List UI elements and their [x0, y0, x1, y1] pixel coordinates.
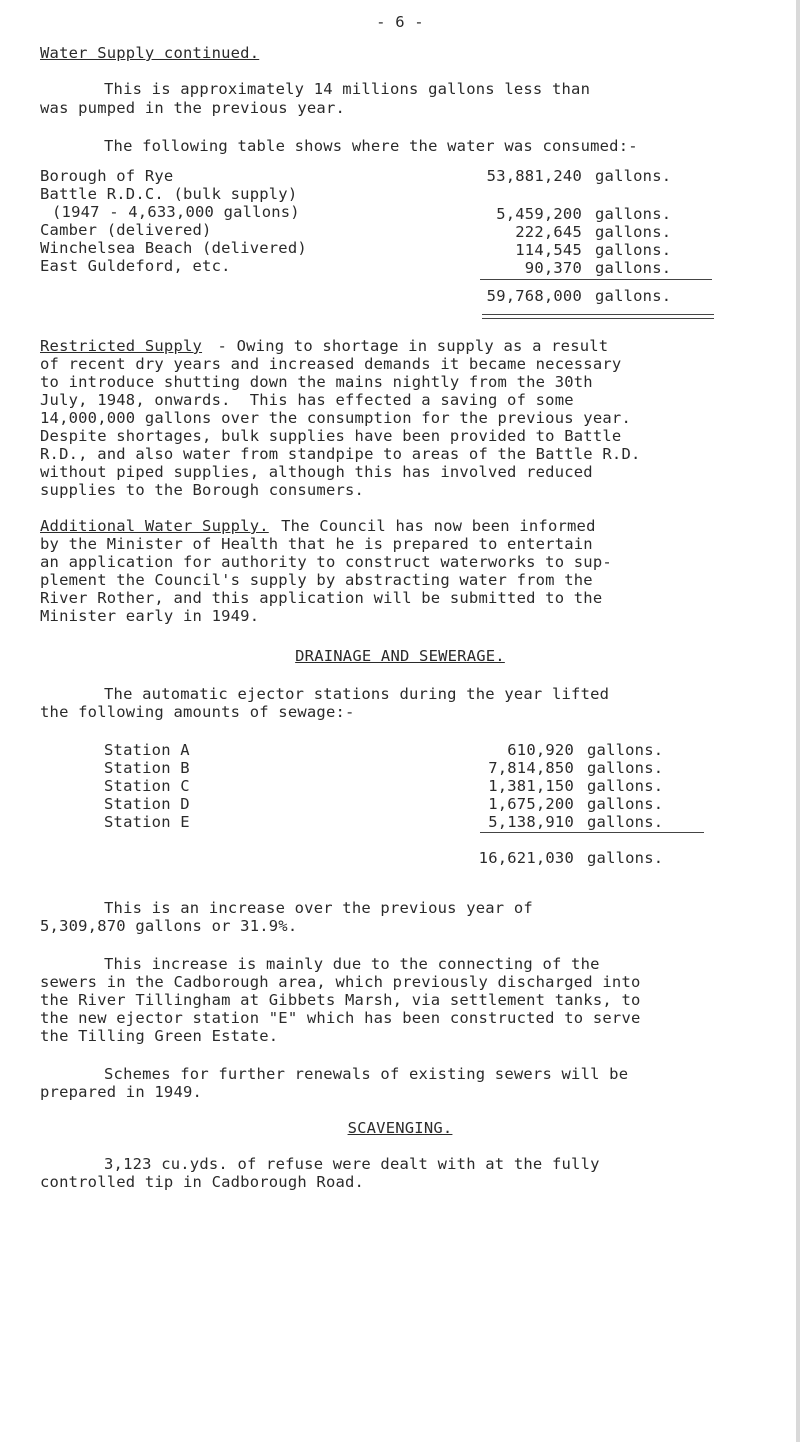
table-row-label: East Guldeford, etc.	[40, 257, 231, 275]
schemes-line-2: prepared in 1949.	[40, 1083, 203, 1101]
station-value: 7,814,850	[488, 759, 574, 777]
station-unit: gallons.	[587, 759, 664, 777]
table-row-label: (1947 - 4,633,000 gallons)	[52, 203, 300, 221]
paragraph-line: plement the Council's supply by abstracting water from the	[40, 571, 593, 589]
subtotal-rule	[480, 279, 712, 280]
station-label: Station A	[104, 741, 190, 759]
station-label: Station B	[104, 759, 190, 777]
paragraph-line: supplies to the Borough consumers.	[40, 481, 365, 499]
drainage-intro-line-2: the following amounts of sewage:-	[40, 703, 355, 721]
paragraph-line: - Owing to shortage in supply as a result	[208, 337, 609, 355]
scavenging-line-2: controlled tip in Cadborough Road.	[40, 1173, 365, 1191]
station-label: Station E	[104, 813, 190, 831]
intro-line-2: was pumped in the previous year.	[40, 99, 346, 117]
table-row-unit: gallons.	[595, 223, 672, 241]
station-unit: gallons.	[587, 795, 664, 813]
page-number: - 6 -	[376, 13, 424, 31]
paragraph-line: the River Tillingham at Gibbets Marsh, via settlement tanks, to	[40, 991, 641, 1009]
table-row-value: 53,881,240	[486, 167, 582, 185]
station-value: 610,920	[507, 741, 574, 759]
drainage-heading: DRAINAGE AND SEWERAGE.	[295, 647, 505, 665]
station-label: Station D	[104, 795, 190, 813]
station-unit: gallons.	[587, 813, 664, 831]
paragraph-line: 14,000,000 gallons over the consumption for the previous year.	[40, 409, 631, 427]
table-row-value: 222,645	[515, 223, 582, 241]
stations-total-unit: gallons.	[587, 849, 664, 867]
table-intro: The following table shows where the water was consumed:-	[104, 137, 638, 155]
station-value: 5,138,910	[488, 813, 574, 831]
table-row-value: 114,545	[515, 241, 582, 259]
restricted-heading: Restricted Supply	[40, 337, 203, 355]
additional-heading: Additional Water Supply.	[40, 517, 269, 535]
subtotal-rule	[480, 832, 704, 833]
paragraph-line: This increase is mainly due to the connecting of the	[104, 955, 600, 973]
page-edge	[796, 0, 800, 1442]
total-double-rule	[482, 314, 714, 319]
paragraph-line: sewers in the Cadborough area, which previously discharged into	[40, 973, 641, 991]
section-heading: Water Supply continued.	[40, 44, 260, 62]
paragraph-line: July, 1948, onwards. This has effected a saving of some	[40, 391, 574, 409]
table-row-unit: gallons.	[595, 205, 672, 223]
table-row-value: 5,459,200	[496, 205, 582, 223]
paragraph-line: The Council has now been informed	[262, 517, 596, 535]
scavenging-heading: SCAVENGING.	[347, 1119, 453, 1137]
paragraph-line: the new ejector station "E" which has been constructed to serve	[40, 1009, 641, 1027]
scavenging-line-1: 3,123 cu.yds. of refuse were dealt with at the fully	[104, 1155, 600, 1173]
increase-line-1: This is an increase over the previous year of	[104, 899, 533, 917]
table-row-label: Camber (delivered)	[40, 221, 212, 239]
paragraph-line: without piped supplies, although this has involved reduced	[40, 463, 593, 481]
station-value: 1,675,200	[488, 795, 574, 813]
table-row-unit: gallons.	[595, 259, 672, 277]
station-unit: gallons.	[587, 741, 664, 759]
stations-total-value: 16,621,030	[478, 849, 574, 867]
increase-line-2: 5,309,870 gallons or 31.9%.	[40, 917, 298, 935]
table-row-label: Borough of Rye	[40, 167, 174, 185]
schemes-line-1: Schemes for further renewals of existing sewers will be	[104, 1065, 629, 1083]
paragraph-line: the Tilling Green Estate.	[40, 1027, 279, 1045]
table-row-unit: gallons.	[595, 167, 672, 185]
table-row-value: 90,370	[524, 259, 582, 277]
drainage-intro-line-1: The automatic ejector stations during the year lifted	[104, 685, 610, 703]
paragraph-line: Despite shortages, bulk supplies have been provided to Battle	[40, 427, 622, 445]
table-row-label: Winchelsea Beach (delivered)	[40, 239, 307, 257]
table-row-label: Battle R.D.C. (bulk supply)	[40, 185, 298, 203]
paragraph-line: River Rother, and this application will be submitted to the	[40, 589, 603, 607]
table-total-unit: gallons.	[595, 287, 672, 305]
paragraph-line: to introduce shutting down the mains nightly from the 30th	[40, 373, 593, 391]
paragraph-line: by the Minister of Health that he is prepared to entertain	[40, 535, 593, 553]
table-row-unit: gallons.	[595, 241, 672, 259]
paragraph-line: an application for authority to construct waterworks to sup-	[40, 553, 612, 571]
station-value: 1,381,150	[488, 777, 574, 795]
paragraph-line: of recent dry years and increased demands it became necessary	[40, 355, 622, 373]
intro-line-1: This is approximately 14 millions gallons less than	[104, 80, 591, 98]
station-label: Station C	[104, 777, 190, 795]
table-total-value: 59,768,000	[486, 287, 582, 305]
station-unit: gallons.	[587, 777, 664, 795]
paragraph-line: R.D., and also water from standpipe to areas of the Battle R.D.	[40, 445, 641, 463]
paragraph-line: Minister early in 1949.	[40, 607, 260, 625]
